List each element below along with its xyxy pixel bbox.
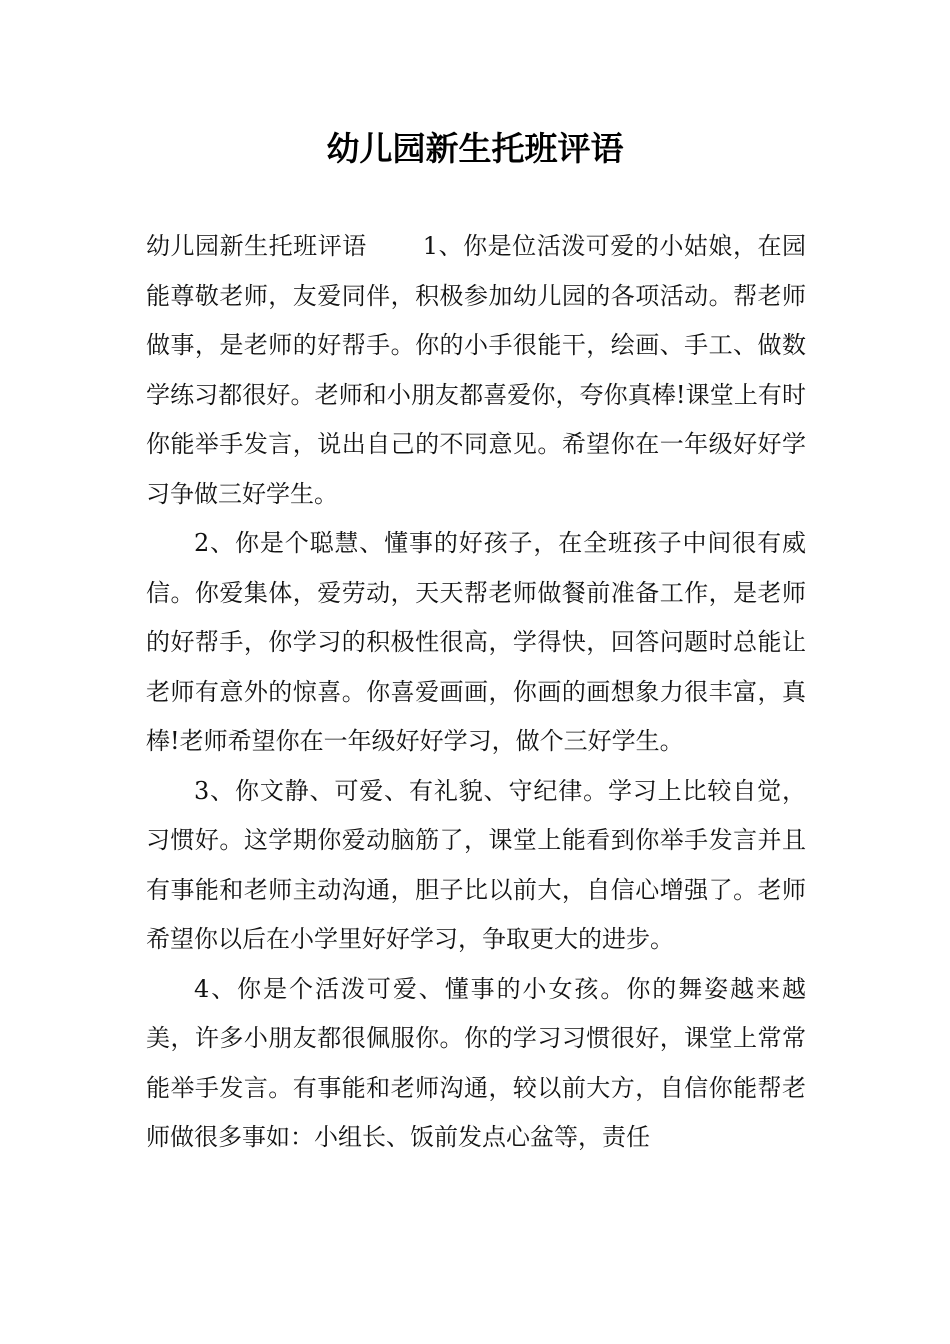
document-body [146, 222, 806, 1163]
paragraph-3: 3、你文静、可爱、有礼貌、守纪律。学习上比较自觉，习惯好。这学期你爱动脑筋了，课堂上能看到你举手发言并且有事能和老师主动沟通，胆子比以前大，自信心增强了。老师希望你以后在小学里好好学习，争取更大的进步。 [146, 776, 806, 953]
paragraph-2: 2、你是个聪慧、懂事的好孩子，在全班孩子中间很有威信。你爱集体，爱劳动，天天帮老师做餐前准备工作，是老师的好帮手，你学习的积极性很高，学得快，回答问题时总能让老师有意外的惊喜。你喜爱画画，你画的画想象力很丰富，真棒!老师希望你在一年级好好学习，做个三好学生。 [146, 529, 806, 755]
paragraph-1-text: 1、你是位活泼可爱的小姑娘，在园能尊敬老师，友爱同伴，积极参加幼儿园的各项活动。帮老师做事，是老师的好帮手。你的小手很能干，绘画、手工、做数学练习都很好。老师和小朋友都喜爱你，夸你真棒!课堂上有时你能举手发言，说出自己的不同意见。希望你在一年级好好学习争做三好学生。 [146, 232, 806, 508]
document-title: 幼儿园新生托班评语 [326, 129, 624, 168]
paragraph-4: 4、你是个活泼可爱、懂事的小女孩。你的舞姿越来越美，许多小朋友都很佩服你。你的学习习惯很好，课堂上常常能举手发言。有事能和老师沟通，较以前大方，自信你能帮老师做很多事如：小组长、饭前发点心盆等，责任 [146, 974, 806, 1151]
paragraph-1 [146, 222, 806, 519]
intro-label: 幼儿园新生托班评语 [146, 232, 367, 260]
